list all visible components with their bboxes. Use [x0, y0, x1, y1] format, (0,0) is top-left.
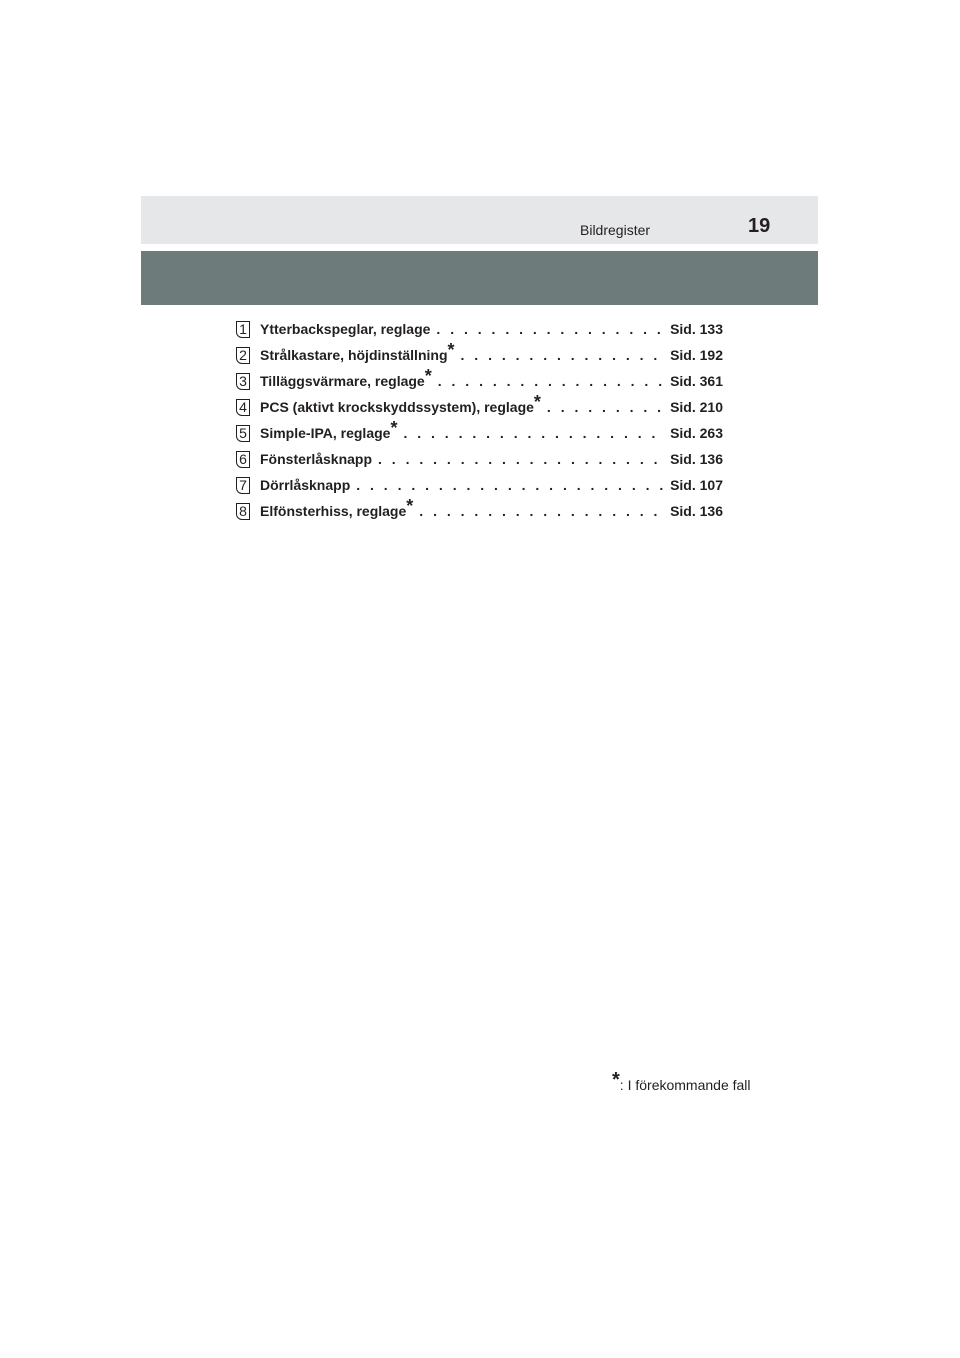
index-entry[interactable]	[236, 472, 723, 498]
dot-leader	[356, 477, 664, 493]
entry-page-ref[interactable]: Sid. 192	[670, 347, 723, 363]
entry-number-badge: 8	[236, 503, 250, 520]
entry-number-badge: 6	[236, 451, 250, 468]
entry-number-badge: 1	[236, 321, 250, 338]
dot-leader	[461, 347, 665, 363]
illustration-placeholder-bar	[141, 251, 818, 305]
entry-label: Elfönsterhiss, reglage*	[260, 496, 414, 519]
star-icon: *	[612, 1069, 620, 1091]
index-entry[interactable]	[236, 316, 723, 342]
entry-page-ref[interactable]: Sid. 263	[670, 425, 723, 441]
entry-number-badge: 2	[236, 347, 250, 364]
index-entry[interactable]	[236, 394, 723, 420]
entry-page-ref[interactable]: Sid. 136	[670, 503, 723, 519]
entry-page-ref[interactable]: Sid. 136	[670, 451, 723, 467]
entry-label: Ytterbackspeglar, reglage	[260, 321, 431, 337]
index-list	[236, 316, 723, 524]
entry-page-ref[interactable]: Sid. 107	[670, 477, 723, 493]
entry-page-ref[interactable]: Sid. 361	[670, 373, 723, 389]
entry-number-badge: 4	[236, 399, 250, 416]
entry-number-badge: 7	[236, 477, 250, 494]
header-bar	[141, 196, 818, 244]
dot-leader	[436, 321, 664, 337]
page-number: 19	[748, 215, 771, 237]
entry-number-badge: 5	[236, 425, 250, 442]
index-entry[interactable]	[236, 446, 723, 472]
star-icon: *	[533, 392, 541, 412]
entry-page-ref[interactable]: Sid. 133	[670, 321, 723, 337]
footnote	[612, 1069, 751, 1093]
entry-label: Tilläggsvärmare, reglage*	[260, 366, 432, 389]
entry-label: PCS (aktivt krockskyddssystem), reglage*	[260, 392, 541, 415]
entry-label: Fönsterlåsknapp	[260, 451, 373, 467]
entry-label: Simple-IPA, reglage*	[260, 418, 398, 441]
dot-leader	[378, 451, 664, 467]
section-title: Bildregister	[580, 222, 651, 238]
index-entry[interactable]	[236, 342, 723, 368]
entry-page-ref[interactable]: Sid. 210	[670, 399, 723, 415]
star-icon: *	[447, 340, 455, 360]
star-icon: *	[390, 418, 398, 438]
entry-label: Dörrlåsknapp	[260, 477, 351, 493]
dot-leader	[547, 399, 664, 415]
star-icon: *	[406, 496, 414, 516]
dot-leader	[438, 373, 664, 389]
star-icon: *	[424, 366, 432, 386]
index-entry[interactable]	[236, 420, 723, 446]
entry-number-badge: 3	[236, 373, 250, 390]
index-entry[interactable]	[236, 498, 723, 524]
dot-leader	[403, 425, 664, 441]
footnote-text: : I förekommande fall	[619, 1077, 751, 1093]
index-entry[interactable]	[236, 368, 723, 394]
dot-leader	[419, 503, 664, 519]
entry-label: Strålkastare, höjdinställning*	[260, 340, 455, 363]
